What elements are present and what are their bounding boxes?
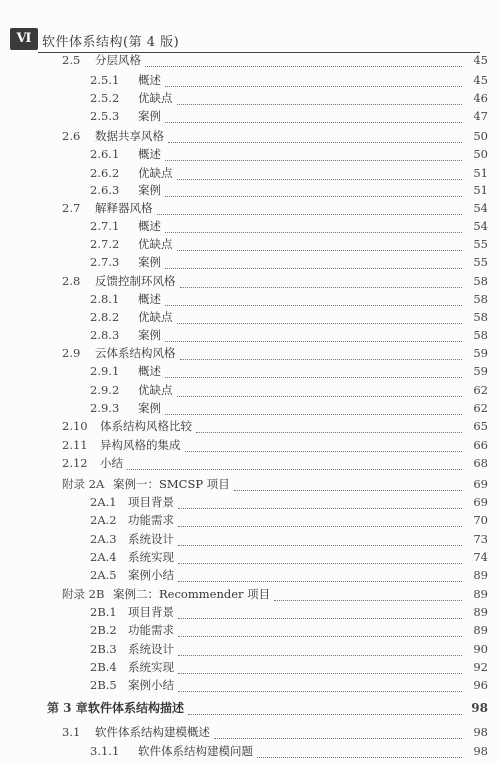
toc-entry[interactable] [0,381,500,400]
toc-entry-title: 优缺点 [138,383,173,397]
toc-entry-title: 软件体系结构描述 [88,701,185,715]
toc-entry-title: 软件体系结构建模问题 [138,744,253,758]
toc-entry-page: 89 [473,605,488,619]
toc-entry[interactable] [0,417,500,436]
toc-entry[interactable] [0,290,500,309]
toc-entry[interactable] [0,71,500,90]
toc-entry[interactable] [0,107,500,126]
toc-entry-title: 小结 [100,456,123,470]
toc-entry-number: 2A.3 [90,532,117,546]
page-number-badge: Ⅵ [10,28,38,50]
toc-entry-number: 2.9.1 [90,364,120,378]
toc-chapter-entry[interactable] [0,699,500,718]
toc-entry-title: 系统设计 [128,642,174,656]
toc-entry-number: 2.10 [62,419,88,433]
toc-entry-number: 2.9.3 [90,401,120,415]
toc-entry-page: 58 [473,310,488,324]
dot-leader [178,679,462,692]
toc-entry-title: 云体系结构风格 [95,346,176,360]
toc-entry-page: 50 [473,147,488,161]
dot-leader [165,74,462,87]
dot-leader [234,478,462,491]
toc-entry-title: 案例 [138,255,161,269]
toc-entry-number: 2A.1 [90,495,117,509]
toc-entry-number: 第 3 章 [47,701,88,715]
toc-entry-page: 90 [473,642,488,656]
toc-entry-page: 73 [473,532,488,546]
toc-entry-title: 体系结构风格比较 [100,419,192,433]
toc-entry-title: 反馈控制环风格 [95,274,176,288]
dot-leader [178,496,462,509]
toc-entry-page: 89 [473,623,488,637]
dot-leader [180,347,463,360]
toc-entry-page: 51 [473,183,488,197]
toc-entry[interactable] [0,548,500,567]
toc-entry-number: 2.7.2 [90,237,120,251]
toc-entry-title: 概述 [138,73,161,87]
toc-entry-page: 70 [473,513,488,527]
toc-entry[interactable] [0,235,500,254]
toc-entry[interactable] [0,253,500,272]
toc-entry-title: 项目背景 [128,605,174,619]
toc-entry-number: 2.6.2 [90,166,120,180]
dot-leader [165,184,462,197]
toc-entry-title: 功能需求 [128,513,174,527]
toc-entry-page: 68 [473,456,488,470]
toc-entry-title: 数据共享风格 [95,129,164,143]
toc-entry-title: 异构风格的集成 [100,438,181,452]
dot-leader [180,275,463,288]
toc-entry-number: 2B.1 [90,605,117,619]
toc-entry-page: 54 [473,219,488,233]
dot-leader [178,514,462,527]
toc-entry-number: 2.5.3 [90,109,120,123]
toc-entry[interactable] [0,326,500,345]
toc-entry-page: 58 [473,328,488,342]
toc-entry[interactable] [0,362,500,381]
toc-entry-page: 55 [473,255,488,269]
toc-entry-number: 2.8 [62,274,81,288]
toc-entry-number: 2.9.2 [90,383,120,397]
toc-entry-page: 96 [473,678,488,692]
toc-entry[interactable] [0,585,500,604]
toc-entry-title: 案例 [138,109,161,123]
dot-leader [165,110,462,123]
dot-leader [196,420,462,433]
toc-entry-number: 2A.5 [90,568,117,582]
toc-entry-title: 案例 [138,401,161,415]
toc-entry-title: 概述 [138,292,161,306]
toc-entry-number: 2.7.3 [90,255,120,269]
toc-entry-page: 98 [471,701,488,715]
toc-entry-page: 58 [473,292,488,306]
dot-leader [145,54,462,67]
dot-leader [165,293,462,306]
toc-entry-page: 89 [473,568,488,582]
dot-leader [165,365,462,378]
dot-leader [257,745,462,758]
toc-entry-page: 51 [473,166,488,180]
toc-entry[interactable] [0,603,500,622]
toc-entry-number: 2B.3 [90,642,117,656]
dot-leader [165,402,462,415]
book-title: 软件体系结构(第 4 版) [42,35,180,50]
toc-entry-number: 附录 2B [62,587,105,601]
toc-entry-number: 2.6 [62,129,81,143]
toc-entry-page: 69 [473,495,488,509]
toc-entry-number: 2.6.1 [90,147,120,161]
toc-entry-page: 62 [473,401,488,415]
toc-entry[interactable] [0,658,500,677]
toc-entry-number: 2.8.1 [90,292,120,306]
toc-entry-page: 55 [473,237,488,251]
toc-entry-page: 59 [473,346,488,360]
dot-leader [177,92,463,105]
toc-entry-page: 47 [473,109,488,123]
toc-entry-title: 优缺点 [138,237,173,251]
toc-entry-title: 概述 [138,147,161,161]
toc-entry-page: 50 [473,129,488,143]
dot-leader [178,643,462,656]
toc-entry-title: 分层风格 [95,53,141,67]
toc-entry-page: 62 [473,383,488,397]
dot-leader [178,533,462,546]
toc-entry-page: 69 [473,477,488,491]
toc-entry[interactable] [0,308,500,327]
toc-entry-number: 2.8.2 [90,310,120,324]
toc-entry-title: 解释器风格 [95,201,153,215]
dot-leader [178,661,462,674]
toc-entry-page: 98 [473,725,488,739]
toc-entry-number: 2.7 [62,201,81,215]
dot-leader [127,457,462,470]
toc-entry-page: 58 [473,274,488,288]
dot-leader [185,439,463,452]
toc-entry-number: 2.5.2 [90,91,120,105]
dot-leader [177,167,463,180]
toc-entry[interactable] [0,127,500,146]
toc-entry[interactable] [0,723,500,742]
dot-leader [177,311,463,324]
toc-entry[interactable] [0,217,500,236]
dot-leader [165,256,462,269]
dot-leader [178,624,462,637]
toc-entry-title: 功能需求 [128,623,174,637]
toc-entry-title: 案例小结 [128,568,174,582]
toc-entry-page: 66 [473,438,488,452]
toc-entry-page: 46 [473,91,488,105]
toc-entry-title: 优缺点 [138,310,173,324]
toc-entry-page: 54 [473,201,488,215]
toc-entry-number: 附录 2A [62,477,105,491]
toc-entry-number: 2B.5 [90,678,117,692]
dot-leader [165,220,462,233]
toc-entry-title: 概述 [138,364,161,378]
toc-entry[interactable] [0,475,500,494]
dot-leader [214,726,462,739]
toc-entry-page: 45 [473,53,488,67]
toc-entry-number: 2B.4 [90,660,117,674]
toc-entry-number: 2.8.3 [90,328,120,342]
toc-entry-number: 3.1.1 [90,744,120,758]
toc-entry-number: 2.11 [62,438,88,452]
dot-leader [157,202,463,215]
toc-entry[interactable] [0,621,500,640]
toc-entry-title: 系统设计 [128,532,174,546]
toc-entry-page: 45 [473,73,488,87]
toc-entry-number: 2B.2 [90,623,117,637]
toc-entry-number: 2.9 [62,346,81,360]
dot-leader [178,551,462,564]
toc-entry-number: 2.5.1 [90,73,120,87]
toc-entry[interactable] [0,272,500,291]
toc-entry[interactable] [0,181,500,200]
toc-entry[interactable] [0,344,500,363]
toc-entry-page: 59 [473,364,488,378]
toc-entry-number: 3.1 [62,725,81,739]
toc-entry[interactable] [0,399,500,418]
toc-entry[interactable] [0,199,500,218]
toc-entry-title: 概述 [138,219,161,233]
toc-entry[interactable] [0,454,500,473]
toc-entry[interactable] [0,145,500,164]
toc-entry[interactable] [0,566,500,585]
toc-entry[interactable] [0,640,500,659]
toc-entry-title: 系统实现 [128,550,174,564]
dot-leader [177,384,463,397]
dot-leader [178,569,462,582]
toc-entry-title: 案例小结 [128,678,174,692]
toc-entry-title: 项目背景 [128,495,174,509]
toc-entry[interactable] [0,493,500,512]
dot-leader [168,130,462,143]
toc-entry[interactable] [0,436,500,455]
toc-entry-number: 2A.4 [90,550,117,564]
toc-entry[interactable] [0,51,500,70]
toc-entry-title: 系统实现 [128,660,174,674]
dot-leader [165,329,462,342]
toc-entry[interactable] [0,530,500,549]
toc-entry-title: 优缺点 [138,166,173,180]
toc-entry-title: 案例 [138,328,161,342]
toc-entry-page: 92 [473,660,488,674]
toc-entry[interactable] [0,89,500,108]
dot-leader [177,238,463,251]
toc-entry-number: 2A.2 [90,513,117,527]
toc-entry-number: 2.5 [62,53,81,67]
toc-entry[interactable] [0,676,500,695]
toc-entry[interactable] [0,742,500,761]
toc-entry-page: 98 [473,744,488,758]
dot-leader [274,588,462,601]
toc-entry-title: 案例二：Recommender 项目 [113,587,271,601]
toc-entry-page: 65 [473,419,488,433]
toc-entry-number: 2.12 [62,456,88,470]
dot-leader [178,606,462,619]
toc-entry[interactable] [0,511,500,530]
dot-leader [188,702,462,715]
toc-entry-page: 89 [473,587,488,601]
dot-leader [165,148,462,161]
toc-entry-page: 74 [473,550,488,564]
toc-entry-title: 优缺点 [138,91,173,105]
toc-entry-number: 2.7.1 [90,219,120,233]
toc-entry-title: 软件体系结构建模概述 [95,725,210,739]
toc-entry-title: 案例一：SMCSP 项目 [113,477,230,491]
toc-entry-title: 案例 [138,183,161,197]
toc-entry-number: 2.6.3 [90,183,120,197]
